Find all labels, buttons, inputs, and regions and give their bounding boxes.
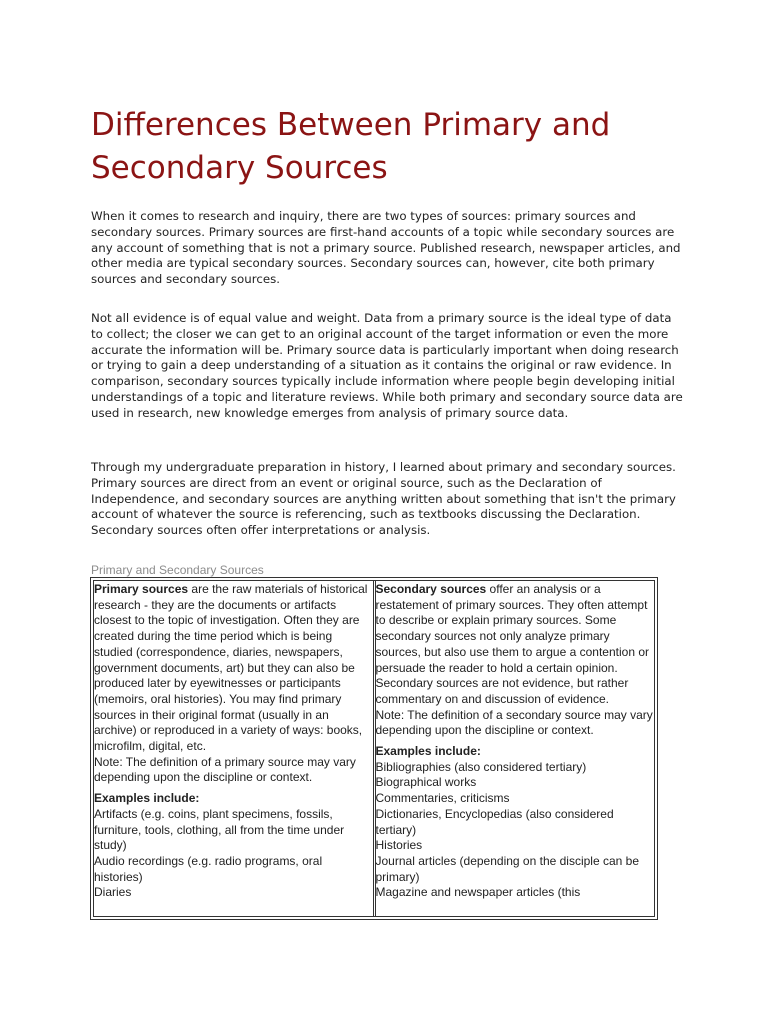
secondary-examples-heading: Examples include: [375, 744, 481, 759]
list-item: Journal articles (depending on the disciple can be primary) [375, 853, 640, 884]
primary-note: Note: The definition of a primary source may vary depending upon the discipline or context. [94, 754, 356, 785]
list-item: Diaries [94, 885, 132, 900]
list-item: Audio recordings (e.g. radio programs, oral histories) [94, 853, 323, 884]
primary-definition [94, 582, 372, 755]
list-item: Commentaries, criticisms [375, 791, 510, 806]
list-item: Magazine and newspaper articles (this [375, 885, 581, 900]
primary-examples-heading: Examples include: [94, 791, 200, 806]
secondary-term: Secondary sources [375, 582, 487, 596]
sources-table [90, 577, 658, 920]
primary-sources-cell [94, 581, 374, 916]
list-item: Artifacts (e.g. coins, plant specimens, fossils, furniture, tools, clothing, all from the time under study) [94, 806, 345, 853]
list-item: Bibliographies (also considered tertiary) [375, 759, 587, 774]
list-item: Biographical works [375, 775, 477, 790]
secondary-sources-cell [375, 581, 655, 916]
sources-table-inner [93, 580, 655, 917]
primary-definition-text: are the raw materials of historical research - they are the documents or artifacts closest to the topic of investigation. Often they are created during the time period which is being studied (correspondence, diaries, newspapers, government documents, art) but they can also be produced later by eyewitnesses or participants (memoirs, oral histories). You may find primary sources in their original format (usually in an archive) or reproduced in a variety of ways: books, microfilm, digital, etc. [94, 582, 368, 754]
secondary-definition [376, 582, 654, 708]
history-paragraph: Through my undergraduate preparation in history, I learned about primary and secondary sources. Primary sources are direct from an event or original source, such as the Declaration of Independence, and secondary sources are anything written about something that isn't the primary account of whatever the source is referencing, such as textbooks discussing the Declaration. Secondary sources often offer interpretations or analysis. [91, 460, 676, 538]
page-title: Differences Between Primary and Secondary Sources [91, 107, 611, 186]
list-item: Dictionaries, Encyclopedias (also considered tertiary) [375, 806, 614, 837]
table-caption: Primary and Secondary Sources [91, 563, 264, 577]
primary-term: Primary sources [94, 582, 189, 596]
list-item: Histories [375, 838, 423, 853]
evidence-paragraph: Not all evidence is of equal value and weight. Data from a primary source is the ideal type of data to collect; the closer we can get to an original account of the target information or even the more accurate the information will be. Primary source data is particularly important when doing research or trying to gain a deep understanding of a situation as it contains the original or raw evidence. In comparison, secondary sources typically include information where people begin developing initial understandings of a topic and literature reviews. While both primary and secondary source data are used in research, new knowledge emerges from analysis of primary source data. [91, 311, 683, 420]
secondary-definition-text: offer an analysis or a restatement of primary sources. They often attempt to describe or explain primary sources. Some secondary sources not only analyze primary sources, but also use them to argue a contention or persuade the reader to hold a certain opinion. Secondary sources are not evidence, but rather commentary on and discussion of evidence. [375, 582, 649, 706]
intro-paragraph: When it comes to research and inquiry, there are two types of sources: primary sources and secondary sources. Primary sources are first-hand accounts of a topic while secondary sources are any account of something that is not a primary source. Published research, newspaper articles, and other media are typical secondary sources. Secondary sources can, however, cite both primary sources and secondary sources. [91, 209, 681, 287]
secondary-note: Note: The definition of a secondary source may vary depending upon the discipline or context. [375, 707, 653, 738]
